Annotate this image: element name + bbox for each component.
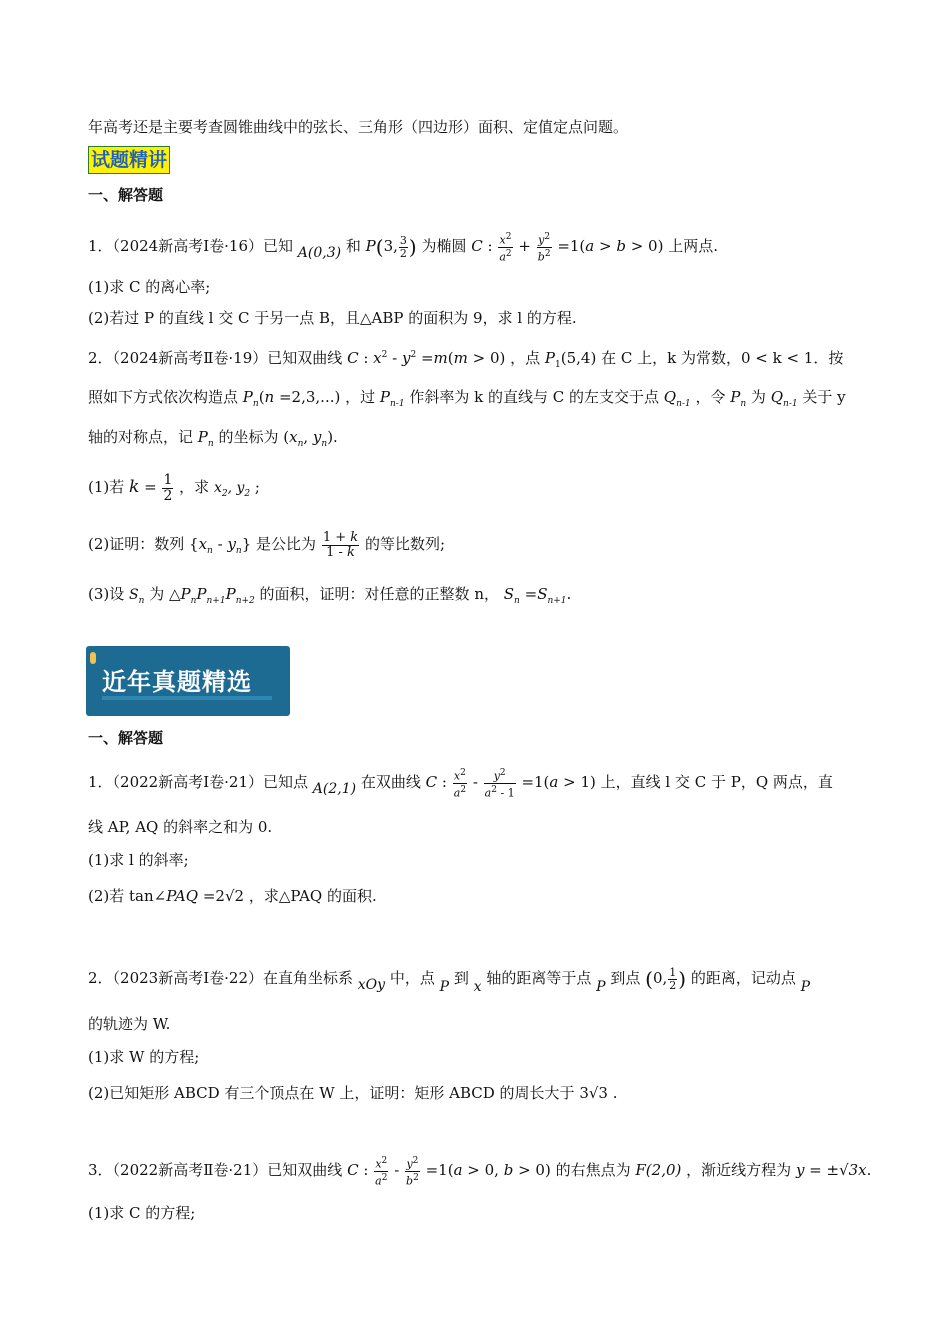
real-question-1-part-2: (2)若 tan∠PAQ =2√2 ，求△PAQ 的面积.	[88, 887, 377, 905]
real-question-2-line-1: 2．（2023新高考Ⅰ卷·22）在直角坐标系 xOy 中，点 P 到 x 轴的距离等于点 P 到点 (0, $\frac{1}{2}$ ) 的距离，记动点 P	[88, 965, 811, 995]
real-question-2-part-1: (1)求 W 的方程;	[88, 1048, 200, 1066]
question-2-line-2: 照如下方式依次构造点 $P_n(n =2,3,...)$ ，过 $P_{n-1}$ 作斜率为 k 的直线与 C 的左支交于点 $Q_{n-1}$ ，令 $P_n$ 为 $Q_{n-1}$ 关于 y	[88, 388, 846, 409]
intro-text: 年高考还是主要考查圆锥曲线中的弦长、三角形（四边形）面积、定值定点问题。	[88, 118, 629, 136]
banner-accent	[90, 652, 96, 664]
section-heading-2: 一、解答题	[88, 729, 164, 747]
real-question-2-part-2: (2)已知矩形 ABCD 有三个顶点在 W 上，证明：矩形 ABCD 的周长大于 3√3 .	[88, 1084, 618, 1102]
real-question-1-part-1: (1)求 l 的斜率;	[88, 851, 189, 869]
banner-title: 近年真题精选	[102, 668, 252, 696]
question-2-part-2: (2)证明：数列 $\{x_n - y_n\}$ 是公比为 $\frac{1 + k}{1 - k}$ 的等比数列;	[88, 529, 445, 560]
section-banner	[86, 646, 290, 716]
question-2-line-1: 2．（2024新高考Ⅱ卷·19）已知双曲线 C : $x^2 - y^2 =m(m > 0)$ ，点 $P_1(5,4)$ 在 C 上，k 为常数，0 < k < 1．按	[88, 349, 844, 370]
real-question-2-line-2: 的轨迹为 W.	[88, 1015, 171, 1033]
banner-underline	[102, 696, 272, 700]
real-question-1-line-2: 线 AP, AQ 的斜率之和为 0.	[88, 818, 273, 836]
question-2-part-1: (1)若 k = $\frac{1}{2}$ ，求 $x_2$, $y_2$ ;	[88, 471, 260, 504]
real-question-3-line-1: 3．（2022新高考Ⅱ卷·21）已知双曲线 C : $\frac{x^2}{a^2}$ - $\frac{y^2}{b^2}$ =1(a > 0, b > 0) 的右焦点为 F(2,0) ，渐近线方程为 y = ±√3x.	[88, 1155, 872, 1188]
question-2-line-3: 轴的对称点，记 $P_n$ 的坐标为 ($x_n$, $y_n$).	[88, 428, 338, 449]
question-1-part-2: (2)若过 P 的直线 l 交 C 于另一点 B，且△ABP 的面积为 9，求 l 的方程.	[88, 309, 577, 327]
question-1-part-1: (1)求 C 的离心率;	[88, 278, 211, 296]
real-question-3-part-1: (1)求 C 的方程;	[88, 1204, 196, 1222]
section-highlight-title: 试题精讲	[88, 146, 170, 174]
section-heading: 一、解答题	[88, 186, 164, 204]
real-question-1-line-1: 1．（2022新高考Ⅰ卷·21）已知点 A(2,1) 在双曲线 C : $\frac{x^2}{a^2}$ - $\frac{y^2}{a^2 - 1}$ =1(a > 1) 上，直线 l 交 C 于 P，Q 两点，直	[88, 767, 833, 800]
question-2-part-3: (3)设 $S_n$ 为 $\triangle P_nP_{n+1}P_{n+2}$ 的面积，证明：对任意的正整数 n， $S_n =S_{n+1}$.	[88, 585, 572, 606]
question-1-stem: 1．（2024新高考Ⅰ卷·16）已知 A(0,3) 和 P(3, $\frac{3}{2}$ ) 为椭圆 C : $\frac{x^2}{a^2}$ + $\frac{y^2}{b^2}$ =1(a > b > 0) 上两点.	[88, 231, 719, 264]
